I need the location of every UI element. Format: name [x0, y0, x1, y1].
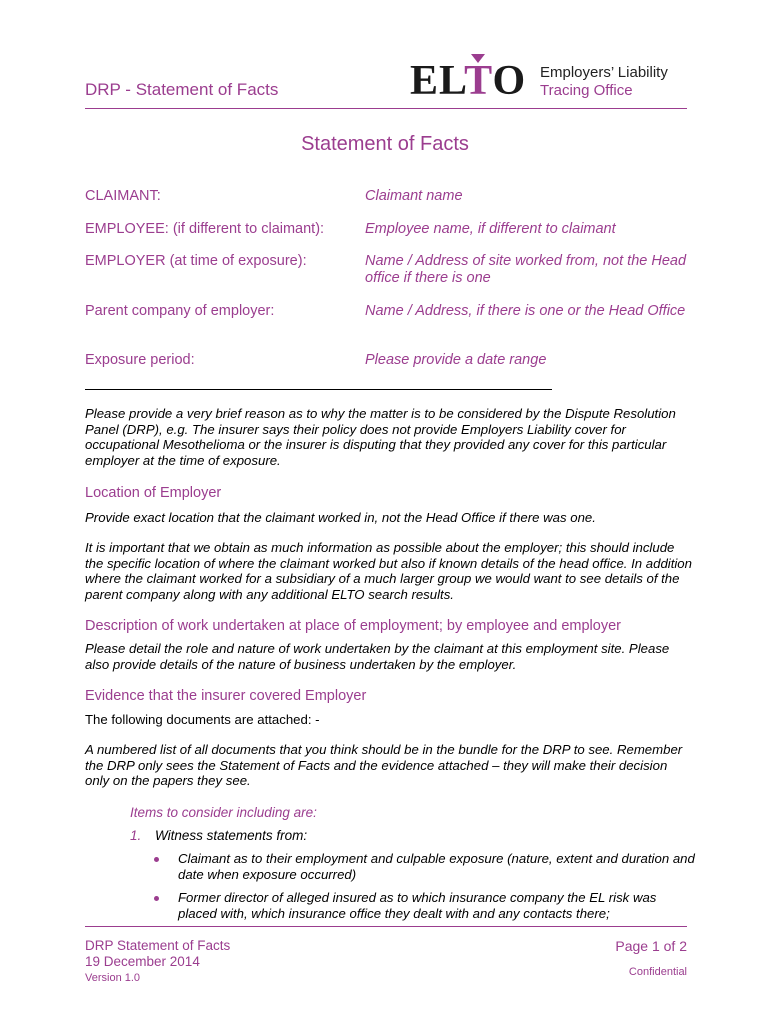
fields-divider [85, 389, 552, 390]
logo-word [410, 60, 526, 102]
footer-info [85, 938, 230, 986]
work-heading: Description of work undertaken at place of employment; by employee and employer [85, 618, 621, 634]
employer-label: EMPLOYER (at time of exposure): [85, 253, 307, 269]
evidence-paragraph: A numbered list of all documents that you think should be in the bundle for the DRP to see. Remember the DRP only sees the Statement of Facts and the evidence attached – they will make their decision only on the papers they see. [85, 742, 683, 789]
intro-paragraph: Please provide a very brief reason as to why the matter is to be considered by the Dispute Resolution Panel (DRP), e.g. The insurer says their policy does not provide Employers Liability cover for occupational Mesothelioma or the insurer is disputing that they provided any cover for this particular employer at the time of exposure. [85, 406, 676, 468]
exposure-period-value[interactable]: Please provide a date range [365, 352, 547, 368]
page-number: Page 1 of 2 [615, 938, 687, 954]
footer-divider [85, 926, 687, 927]
bullet-icon [154, 896, 159, 901]
bullet-icon [154, 857, 159, 862]
header-divider [85, 108, 687, 109]
location-paragraph-1: Provide exact location that the claimant worked in, not the Head Office if there was one. [85, 510, 596, 525]
exposure-period-label: Exposure period: [85, 352, 195, 368]
evidence-heading: Evidence that the insurer covered Employer [85, 688, 367, 704]
confidential-label: Confidential [628, 966, 687, 978]
logo-line-2: Tracing Office [540, 82, 633, 99]
location-paragraph-2: It is important that we obtain as much information as possible about the employer; this should include the specific location of where the claimant worked but also if known details of the head office. In addition where the claimant worked for a subsidiary of a much larger group we would want to see details of the parent company along with any additional ELTO search results. [85, 540, 692, 602]
elto-logo [410, 52, 685, 104]
bullet-item: Former director of alleged insured as to which insurance company the EL risk was placed with, which insurance office they dealt with and any contacts there; [178, 890, 657, 921]
footer-version: Version 1.0 [85, 972, 141, 984]
document-header-title: DRP - Statement of Facts [85, 80, 279, 99]
location-heading: Location of Employer [85, 485, 222, 501]
employee-label: EMPLOYEE: (if different to claimant): [85, 221, 325, 237]
work-paragraph: Please detail the role and nature of work undertaken by the claimant at this employment site. Please also provide details of the nature of business undertaken by the employer. [85, 641, 670, 672]
footer-title: DRP Statement of Facts [85, 938, 231, 953]
bullet-item: Claimant as to their employment and culpable exposure (nature, extent and duration and date when exposure occurred) [178, 851, 695, 882]
attached-documents-text: The following documents are attached: - [85, 712, 320, 727]
logo-wordmark: ELTO [410, 58, 527, 104]
claimant-label: CLAIMANT: [85, 188, 161, 204]
parent-company-value[interactable]: Name / Address, if there is one or the Head Office [365, 303, 686, 319]
list-item-witness-statements: Witness statements from: [155, 828, 308, 843]
items-heading: Items to consider including are: [130, 805, 317, 820]
parent-company-label: Parent company of employer: [85, 303, 275, 319]
logo-line-1: Employers’ Liability [540, 64, 668, 81]
claimant-value[interactable]: Claimant name [365, 188, 463, 204]
employer-value[interactable]: Name / Address of site worked from, not the Head office if there is one [365, 253, 687, 286]
logo-subtitle [540, 64, 668, 100]
page-title: Statement of Facts [301, 133, 469, 155]
list-number: 1. [130, 828, 142, 843]
employee-value[interactable]: Employee name, if different to claimant [365, 221, 616, 237]
footer-date: 19 December 2014 [85, 954, 200, 969]
